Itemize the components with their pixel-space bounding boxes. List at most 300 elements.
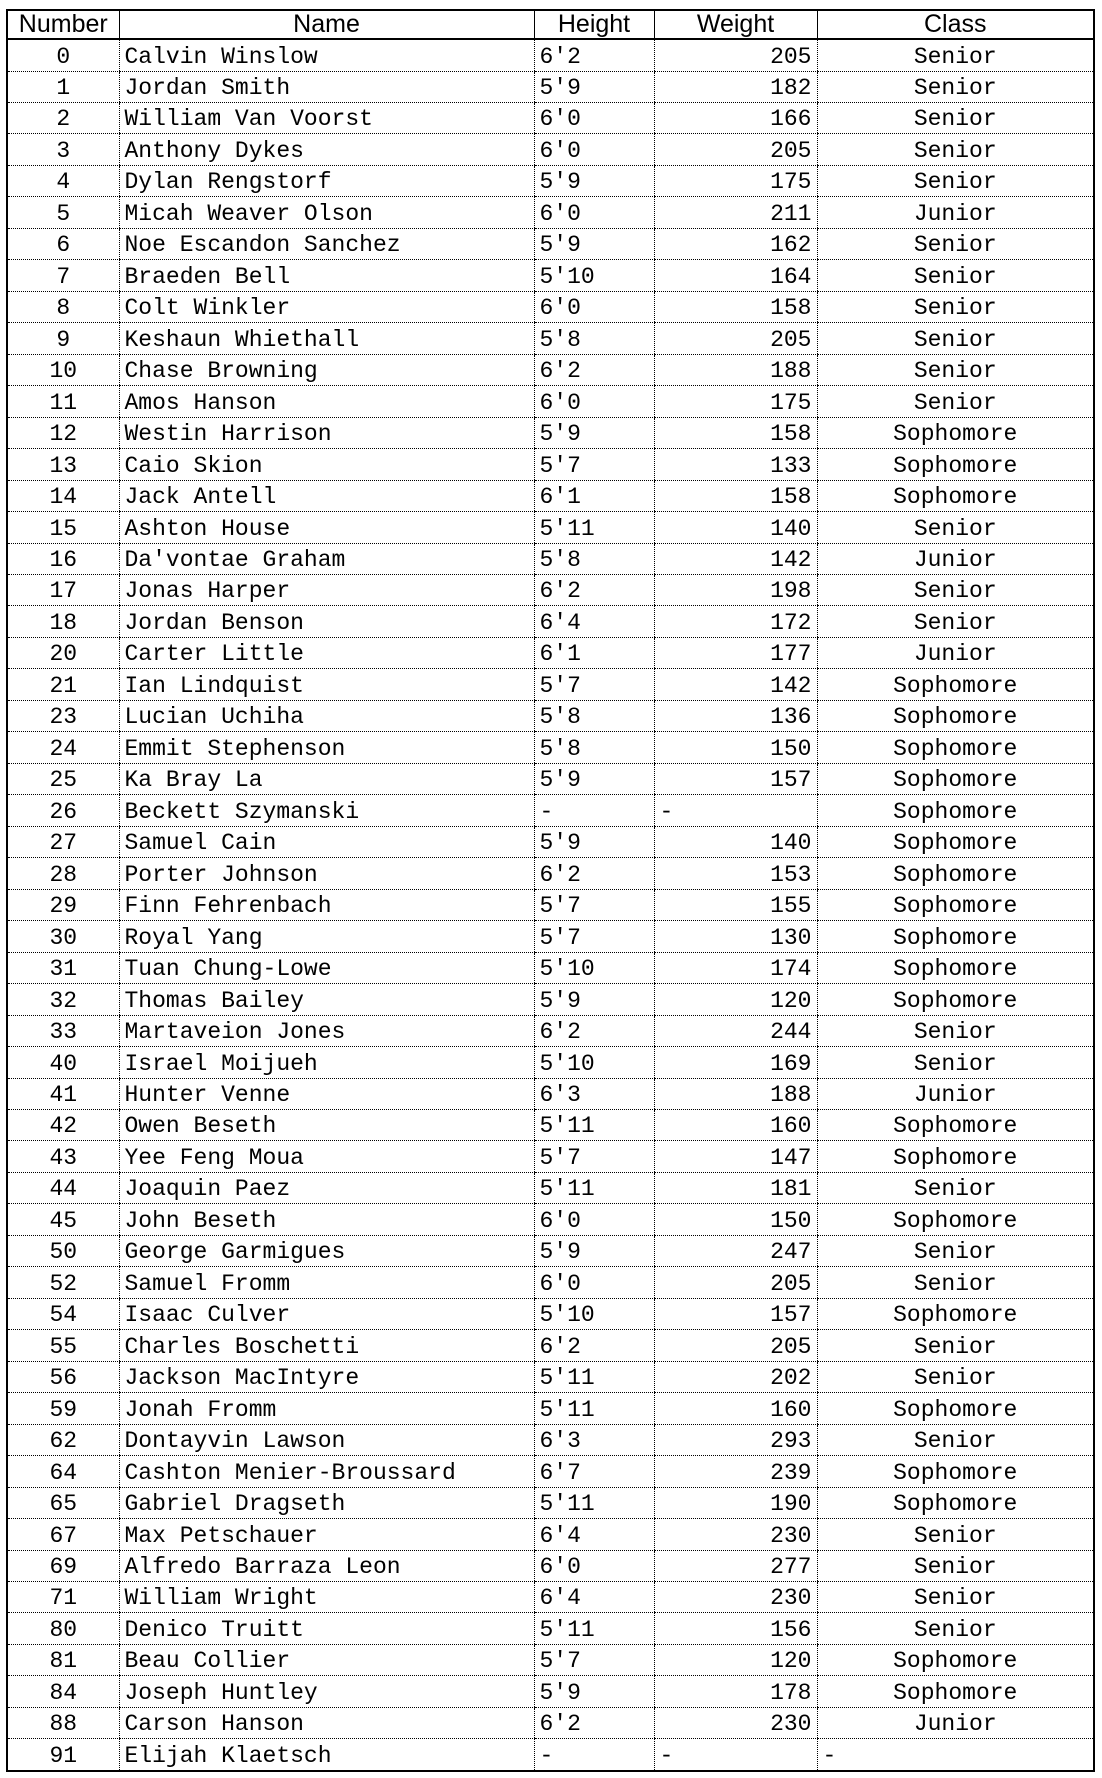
cell-number: 28 <box>7 858 119 889</box>
cell-number: 25 <box>7 763 119 794</box>
table-row <box>7 1109 1094 1140</box>
cell-number: 59 <box>7 1393 119 1424</box>
cell-height: 6'4 <box>534 1582 654 1613</box>
cell-name: Emmit Stephenson <box>119 732 534 763</box>
cell-number: 10 <box>7 354 119 385</box>
cell-height: 5'7 <box>534 669 654 700</box>
cell-class: Sophomore <box>817 1109 1094 1140</box>
cell-weight: 120 <box>654 984 817 1015</box>
cell-class: Sophomore <box>817 763 1094 794</box>
table-row <box>7 1644 1094 1675</box>
cell-name: Royal Yang <box>119 921 534 952</box>
table-row <box>7 637 1094 668</box>
cell-weight: 172 <box>654 606 817 637</box>
cell-number: 15 <box>7 512 119 543</box>
cell-name: Da'vontae Graham <box>119 543 534 574</box>
table-row <box>7 1519 1094 1550</box>
cell-name: Amos Hanson <box>119 386 534 417</box>
cell-weight: 156 <box>654 1613 817 1644</box>
cell-name: Israel Moijueh <box>119 1047 534 1078</box>
table-row <box>7 417 1094 448</box>
cell-class: Sophomore <box>817 417 1094 448</box>
cell-number: 44 <box>7 1172 119 1203</box>
cell-class: Senior <box>817 1550 1094 1581</box>
cell-name: Chase Browning <box>119 354 534 385</box>
cell-class: Senior <box>817 606 1094 637</box>
cell-height: 5'7 <box>534 921 654 952</box>
cell-weight: 188 <box>654 1078 817 1109</box>
cell-weight: 190 <box>654 1487 817 1518</box>
table-row <box>7 386 1094 417</box>
cell-number: 31 <box>7 952 119 983</box>
cell-class: Sophomore <box>817 1204 1094 1235</box>
table-row <box>7 1015 1094 1046</box>
cell-class: Senior <box>817 1424 1094 1455</box>
cell-number: 88 <box>7 1707 119 1738</box>
cell-number: 20 <box>7 637 119 668</box>
cell-name: Ashton House <box>119 512 534 543</box>
table-row <box>7 1235 1094 1266</box>
cell-height: 6'2 <box>534 1330 654 1361</box>
cell-height: 5'8 <box>534 543 654 574</box>
cell-weight: 230 <box>654 1519 817 1550</box>
cell-class: Sophomore <box>817 669 1094 700</box>
cell-class: Senior <box>817 39 1094 71</box>
cell-class: Senior <box>817 71 1094 102</box>
cell-class: Sophomore <box>817 1644 1094 1675</box>
cell-name: Elijah Klaetsch <box>119 1739 534 1771</box>
table-row <box>7 858 1094 889</box>
cell-number: 84 <box>7 1676 119 1707</box>
header-number: Number <box>7 10 119 39</box>
cell-name: George Garmigues <box>119 1235 534 1266</box>
cell-number: 0 <box>7 39 119 71</box>
cell-class: Senior <box>817 575 1094 606</box>
cell-weight: 120 <box>654 1644 817 1675</box>
cell-name: John Beseth <box>119 1204 534 1235</box>
table-row <box>7 197 1094 228</box>
cell-number: 65 <box>7 1487 119 1518</box>
cell-class: Senior <box>817 260 1094 291</box>
cell-number: 62 <box>7 1424 119 1455</box>
cell-class: - <box>817 1739 1094 1771</box>
cell-weight: 293 <box>654 1424 817 1455</box>
cell-number: 21 <box>7 669 119 700</box>
cell-weight: 155 <box>654 889 817 920</box>
cell-number: 50 <box>7 1235 119 1266</box>
cell-height: 6'3 <box>534 1424 654 1455</box>
cell-number: 26 <box>7 795 119 826</box>
table-row <box>7 1298 1094 1329</box>
table-row <box>7 700 1094 731</box>
cell-height: 5'9 <box>534 228 654 259</box>
cell-height: 5'9 <box>534 417 654 448</box>
cell-class: Sophomore <box>817 984 1094 1015</box>
cell-weight: 182 <box>654 71 817 102</box>
table-row <box>7 1550 1094 1581</box>
cell-weight: 205 <box>654 1330 817 1361</box>
cell-height: 5'10 <box>534 1298 654 1329</box>
cell-height: 5'9 <box>534 984 654 1015</box>
cell-class: Senior <box>817 1330 1094 1361</box>
cell-weight: 130 <box>654 921 817 952</box>
cell-name: Jordan Benson <box>119 606 534 637</box>
cell-weight: 142 <box>654 669 817 700</box>
cell-weight: 174 <box>654 952 817 983</box>
cell-number: 2 <box>7 102 119 133</box>
table-row <box>7 449 1094 480</box>
cell-class: Senior <box>817 1267 1094 1298</box>
cell-name: Dylan Rengstorf <box>119 165 534 196</box>
cell-name: Colt Winkler <box>119 291 534 322</box>
cell-weight: 133 <box>654 449 817 480</box>
cell-number: 67 <box>7 1519 119 1550</box>
table-row <box>7 102 1094 133</box>
table-row <box>7 1267 1094 1298</box>
cell-class: Senior <box>817 1613 1094 1644</box>
cell-name: Joseph Huntley <box>119 1676 534 1707</box>
table-row <box>7 71 1094 102</box>
cell-height: 5'10 <box>534 260 654 291</box>
table-row <box>7 1707 1094 1738</box>
table-row <box>7 1424 1094 1455</box>
table-row <box>7 1613 1094 1644</box>
cell-class: Senior <box>817 165 1094 196</box>
cell-weight: 175 <box>654 165 817 196</box>
cell-height: 6'2 <box>534 39 654 71</box>
cell-weight: 205 <box>654 134 817 165</box>
table-row <box>7 134 1094 165</box>
cell-weight: 181 <box>654 1172 817 1203</box>
header-row <box>7 10 1094 39</box>
cell-height: 5'11 <box>534 1109 654 1140</box>
cell-number: 17 <box>7 575 119 606</box>
cell-weight: 162 <box>654 228 817 259</box>
cell-number: 54 <box>7 1298 119 1329</box>
cell-class: Sophomore <box>817 889 1094 920</box>
cell-weight: 202 <box>654 1361 817 1392</box>
cell-number: 7 <box>7 260 119 291</box>
cell-class: Sophomore <box>817 826 1094 857</box>
cell-name: Beckett Szymanski <box>119 795 534 826</box>
cell-class: Sophomore <box>817 1676 1094 1707</box>
table-row <box>7 480 1094 511</box>
table-row <box>7 763 1094 794</box>
cell-class: Senior <box>817 1235 1094 1266</box>
cell-height: 5'9 <box>534 71 654 102</box>
cell-weight: 160 <box>654 1393 817 1424</box>
table-row <box>7 795 1094 826</box>
cell-height: 6'3 <box>534 1078 654 1109</box>
cell-name: Owen Beseth <box>119 1109 534 1140</box>
cell-class: Sophomore <box>817 1487 1094 1518</box>
cell-name: Cashton Menier-Broussard <box>119 1456 534 1487</box>
cell-name: Beau Collier <box>119 1644 534 1675</box>
cell-weight: 244 <box>654 1015 817 1046</box>
cell-height: 6'4 <box>534 606 654 637</box>
cell-class: Sophomore <box>817 1141 1094 1172</box>
cell-number: 45 <box>7 1204 119 1235</box>
cell-name: Charles Boschetti <box>119 1330 534 1361</box>
cell-height: 6'0 <box>534 1204 654 1235</box>
cell-number: 18 <box>7 606 119 637</box>
cell-height: 6'0 <box>534 102 654 133</box>
cell-name: Lucian Uchiha <box>119 700 534 731</box>
cell-weight: 166 <box>654 102 817 133</box>
table-row <box>7 1456 1094 1487</box>
cell-weight: 178 <box>654 1676 817 1707</box>
cell-name: Westin Harrison <box>119 417 534 448</box>
cell-height: 6'0 <box>534 1550 654 1581</box>
cell-weight: 205 <box>654 39 817 71</box>
cell-name: Dontayvin Lawson <box>119 1424 534 1455</box>
cell-height: 5'9 <box>534 826 654 857</box>
cell-class: Senior <box>817 134 1094 165</box>
cell-number: 81 <box>7 1644 119 1675</box>
cell-height: 6'7 <box>534 1456 654 1487</box>
cell-class: Sophomore <box>817 952 1094 983</box>
cell-height: 5'7 <box>534 449 654 480</box>
table-row <box>7 260 1094 291</box>
table-row <box>7 1361 1094 1392</box>
cell-height: 5'11 <box>534 1487 654 1518</box>
cell-name: Carter Little <box>119 637 534 668</box>
cell-class: Senior <box>817 386 1094 417</box>
cell-class: Sophomore <box>817 1393 1094 1424</box>
cell-class: Junior <box>817 543 1094 574</box>
cell-weight: 147 <box>654 1141 817 1172</box>
cell-class: Senior <box>817 512 1094 543</box>
cell-class: Senior <box>817 354 1094 385</box>
cell-height: 5'9 <box>534 763 654 794</box>
cell-number: 13 <box>7 449 119 480</box>
cell-number: 69 <box>7 1550 119 1581</box>
table-row <box>7 1047 1094 1078</box>
table-row <box>7 1393 1094 1424</box>
cell-name: Keshaun Whiethall <box>119 323 534 354</box>
cell-weight: 277 <box>654 1550 817 1581</box>
cell-name: Jack Antell <box>119 480 534 511</box>
cell-weight: 158 <box>654 291 817 322</box>
cell-height: 6'2 <box>534 575 654 606</box>
table-row <box>7 228 1094 259</box>
table-row <box>7 889 1094 920</box>
table-row <box>7 1330 1094 1361</box>
cell-weight: 157 <box>654 1298 817 1329</box>
cell-number: 41 <box>7 1078 119 1109</box>
cell-number: 30 <box>7 921 119 952</box>
cell-class: Sophomore <box>817 795 1094 826</box>
cell-height: 6'2 <box>534 1707 654 1738</box>
cell-height: 6'1 <box>534 480 654 511</box>
cell-number: 11 <box>7 386 119 417</box>
cell-number: 1 <box>7 71 119 102</box>
cell-number: 43 <box>7 1141 119 1172</box>
cell-name: Max Petschauer <box>119 1519 534 1550</box>
table-body <box>7 39 1094 1771</box>
cell-number: 56 <box>7 1361 119 1392</box>
table-row <box>7 1172 1094 1203</box>
cell-number: 55 <box>7 1330 119 1361</box>
table-row <box>7 1676 1094 1707</box>
cell-weight: 150 <box>654 1204 817 1235</box>
cell-weight: 239 <box>654 1456 817 1487</box>
cell-number: 42 <box>7 1109 119 1140</box>
cell-name: Calvin Winslow <box>119 39 534 71</box>
cell-number: 16 <box>7 543 119 574</box>
cell-height: 6'0 <box>534 386 654 417</box>
cell-weight: 164 <box>654 260 817 291</box>
cell-class: Sophomore <box>817 700 1094 731</box>
cell-height: 5'10 <box>534 952 654 983</box>
cell-number: 6 <box>7 228 119 259</box>
cell-name: Jackson MacIntyre <box>119 1361 534 1392</box>
cell-height: 6'2 <box>534 858 654 889</box>
table-row <box>7 984 1094 1015</box>
cell-weight: 142 <box>654 543 817 574</box>
cell-weight: 140 <box>654 512 817 543</box>
table-row <box>7 952 1094 983</box>
cell-class: Junior <box>817 637 1094 668</box>
cell-number: 9 <box>7 323 119 354</box>
cell-name: Yee Feng Moua <box>119 1141 534 1172</box>
header-weight: Weight <box>654 10 817 39</box>
cell-height: 6'2 <box>534 1015 654 1046</box>
cell-class: Sophomore <box>817 921 1094 952</box>
cell-height: 5'11 <box>534 1361 654 1392</box>
cell-name: William Van Voorst <box>119 102 534 133</box>
cell-class: Senior <box>817 228 1094 259</box>
table-row <box>7 39 1094 71</box>
cell-name: Carson Hanson <box>119 1707 534 1738</box>
cell-class: Junior <box>817 1707 1094 1738</box>
cell-number: 71 <box>7 1582 119 1613</box>
cell-number: 91 <box>49 1743 78 1769</box>
cell-height: 6'0 <box>534 134 654 165</box>
cell-number: 33 <box>7 1015 119 1046</box>
table-row <box>7 323 1094 354</box>
table-row <box>7 291 1094 322</box>
table-row <box>7 1141 1094 1172</box>
cell-weight: 188 <box>654 354 817 385</box>
table-row <box>7 575 1094 606</box>
cell-number: 29 <box>7 889 119 920</box>
cell-class: Senior <box>817 1015 1094 1046</box>
cell-height: 5'7 <box>534 889 654 920</box>
cell-height: 5'7 <box>534 1644 654 1675</box>
cell-weight: 158 <box>654 417 817 448</box>
cell-number: 52 <box>7 1267 119 1298</box>
cell-name: Caio Skion <box>119 449 534 480</box>
cell-name: Ian Lindquist <box>119 669 534 700</box>
cell-height: 6'0 <box>534 1267 654 1298</box>
table-row <box>7 1204 1094 1235</box>
cell-height: 6'2 <box>534 354 654 385</box>
cell-height: - <box>534 1739 654 1771</box>
cell-height: 5'7 <box>534 1141 654 1172</box>
cell-weight: 136 <box>654 700 817 731</box>
table-row <box>7 606 1094 637</box>
cell-name: Porter Johnson <box>119 858 534 889</box>
cell-number: 14 <box>7 480 119 511</box>
cell-number: 12 <box>7 417 119 448</box>
table-row <box>7 354 1094 385</box>
cell-number: 24 <box>7 732 119 763</box>
cell-height: 5'9 <box>534 165 654 196</box>
cell-class: Senior <box>817 291 1094 322</box>
cell-weight: - <box>654 795 817 826</box>
cell-name: Noe Escandon Sanchez <box>119 228 534 259</box>
cell-height: 5'11 <box>534 512 654 543</box>
cell-name: Jonah Fromm <box>119 1393 534 1424</box>
cell-class: Sophomore <box>817 449 1094 480</box>
cell-class: Sophomore <box>817 480 1094 511</box>
cell-class: Senior <box>817 1582 1094 1613</box>
cell-height: - <box>534 795 654 826</box>
cell-weight: 198 <box>654 575 817 606</box>
cell-class: Junior <box>817 197 1094 228</box>
cell-height: 5'10 <box>534 1047 654 1078</box>
cell-number: 4 <box>7 165 119 196</box>
table-row <box>7 826 1094 857</box>
table-row <box>7 165 1094 196</box>
cell-number: 32 <box>7 984 119 1015</box>
cell-number: 40 <box>7 1047 119 1078</box>
table-row <box>7 1739 1094 1771</box>
cell-name: Ka Bray La <box>119 763 534 794</box>
header-name: Name <box>119 10 534 39</box>
cell-weight: 140 <box>654 826 817 857</box>
cell-class: Sophomore <box>817 732 1094 763</box>
table-row <box>7 543 1094 574</box>
cell-class: Senior <box>817 1519 1094 1550</box>
cell-number: 8 <box>7 291 119 322</box>
cell-height: 5'11 <box>534 1393 654 1424</box>
cell-number: 5 <box>7 197 119 228</box>
cell-height: 5'8 <box>534 323 654 354</box>
cell-number: 80 <box>7 1613 119 1644</box>
cell-weight: 150 <box>654 732 817 763</box>
table-row <box>7 1582 1094 1613</box>
cell-name: Finn Fehrenbach <box>119 889 534 920</box>
table-row <box>7 732 1094 763</box>
cell-name: Samuel Cain <box>119 826 534 857</box>
cell-name: Jonas Harper <box>119 575 534 606</box>
cell-number: 23 <box>7 700 119 731</box>
table-row <box>7 1078 1094 1109</box>
cell-name: Gabriel Dragseth <box>119 1487 534 1518</box>
cell-weight: 247 <box>654 1235 817 1266</box>
cell-weight: 205 <box>654 323 817 354</box>
table-header <box>7 10 1094 39</box>
cell-weight: 175 <box>654 386 817 417</box>
cell-class: Senior <box>817 102 1094 133</box>
cell-name: Anthony Dykes <box>119 134 534 165</box>
cell-weight: 205 <box>654 1267 817 1298</box>
cell-class: Senior <box>817 1047 1094 1078</box>
cell-name: Isaac Culver <box>119 1298 534 1329</box>
cell-class: Senior <box>817 1172 1094 1203</box>
cell-weight: 169 <box>654 1047 817 1078</box>
cell-name: Tuan Chung-Lowe <box>119 952 534 983</box>
cell-name: William Wright <box>119 1582 534 1613</box>
cell-number: 64 <box>7 1456 119 1487</box>
table-row <box>7 512 1094 543</box>
cell-weight: 211 <box>654 197 817 228</box>
cell-weight: 177 <box>654 637 817 668</box>
cell-class: Junior <box>817 1078 1094 1109</box>
cell-class: Senior <box>817 323 1094 354</box>
